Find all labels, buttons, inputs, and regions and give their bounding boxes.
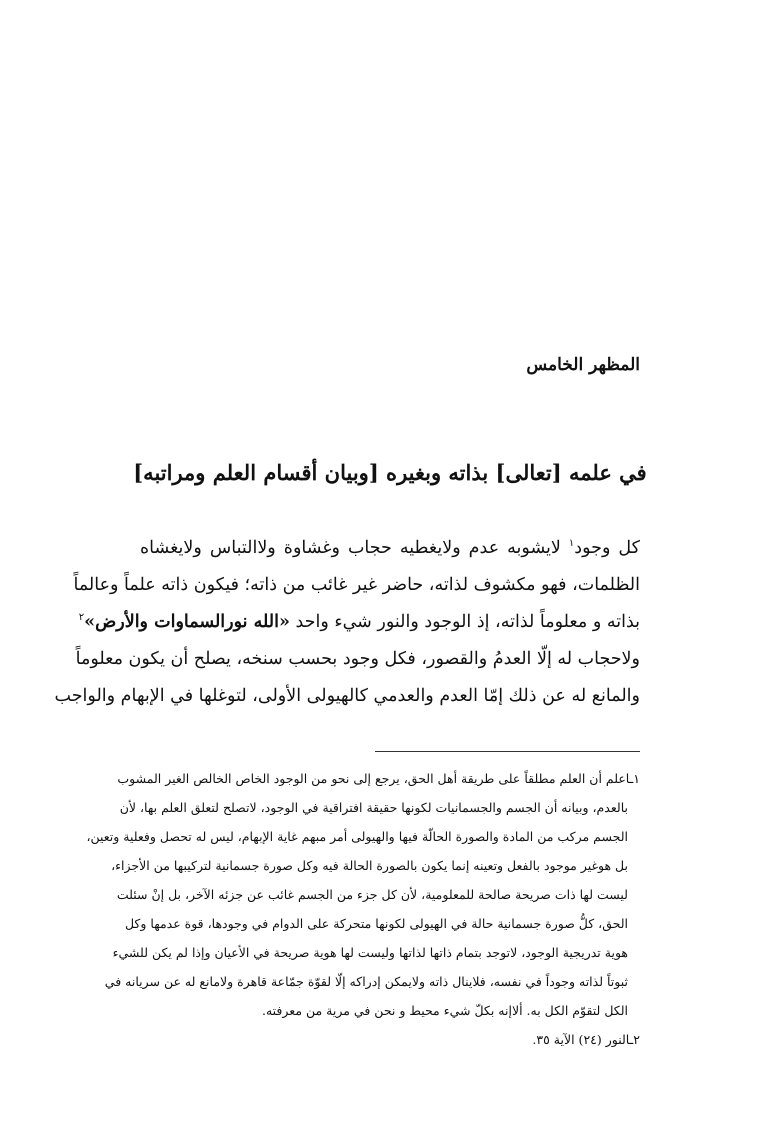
section-heading: المظهر الخامس [526, 355, 640, 375]
footnote-divider [375, 751, 640, 752]
quran-quote: «الله نورالسماوات والأرض» [84, 612, 290, 632]
body-line-5: والمانع له عن ذلك إمّا العدم والعدمي كالهيولى الأولى، لتوغلها في الإبهام والواجب [54, 686, 640, 706]
footnote-1-line-6: الحق، كلُّ صورة جسمانية حالة في الهيولى لكونها متحركة على الدوام في وجودها، قوة عدمها وكل [124, 916, 628, 931]
footnote-1-line-3: الجسم مركب من المادة والصورة الحالّة فيها والهيولى أمر مبهم غاية الإبهام، ليس له تحصل وفعلية وتعين، [86, 829, 628, 844]
body-line-2: الظلمات، فهو مكشوف لذاته، حاضر غير غائب من ذاته؛ فيكون ذاته علماً وعالماً [73, 575, 640, 595]
body-paragraph [54, 530, 640, 715]
body-line-3-start: بذاته و معلوماً لذاته، إذ الوجود والنور شيء واحد [289, 612, 640, 632]
body-line-1-end: لايشوبه عدم ولايغطيه حجاب وغشاوة ولاالتباس ولايغشاه [140, 538, 569, 558]
footnote-1-line-1: ١ـاعلم أن العلم مطلقاً على طريقة أهل الحق، يرجع إلى نحو من الوجود الخاص الخالص الغير المشوب [117, 771, 640, 786]
footnote-2: ٢ـالنور (٢٤) الآية ٣٥. [532, 1032, 640, 1047]
footnote-1-line-8: ثبوتاً لذاته وجوداً في نفسه، فلاينال ذاته ولايمكن إدراكه إلّا لقوّة جمّاعة قاهرة ولامانع له عن سريانه في [104, 974, 628, 989]
footnote-1-line-4: بل هوغير موجود بالفعل وتعينه إنما يكون بالصورة الحالة فيه وكل صورة جسمانية لتركيبها من الأجزاء، [111, 858, 628, 873]
body-line-1-start: كل وجود [574, 538, 640, 558]
chapter-title: في علمه [تعالى] بذاته وبغيره [وبيان أقسام العلم ومراتبه] [133, 460, 647, 485]
body-line-4: ولاحجاب له إلّا العدمُ والقصور، فكل وجود بحسب سنخه، يصلح أن يكون معلوماً [75, 649, 640, 669]
body-line-3 [78, 604, 640, 641]
footnote-ref-2: ٢ [78, 612, 85, 624]
body-line-1 [140, 530, 640, 567]
footnote-ref-1: ١ [568, 538, 575, 550]
footnote-1-line-7: هوية تدريجية الوجود، لاتوجد بتمام ذاتها لذاتها وليست لها هوية صريحة في الأعيان وإذا لم يكن للشيء [112, 945, 628, 960]
footnote-1-line-9: الكل لتقوّم الكل به. ألاإنه بكلّ شيء محيط و نحن في مرية من معرفته. [261, 1003, 628, 1018]
footnote-1-line-2: بالعدم، وبيانه أن الجسم والجسمانيات لكونها حقيقة افتراقية في الوجود، لاتصلح لتعلق العلم بها، لأن [119, 800, 628, 815]
footnote-1-line-5: ليست لها ذات صريحة صالحة للمعلومية، لأن كل جزء من الجسم غائب عن جزئه الآخر، بل إنْ سئلت [116, 887, 628, 902]
footnotes [86, 764, 640, 1054]
